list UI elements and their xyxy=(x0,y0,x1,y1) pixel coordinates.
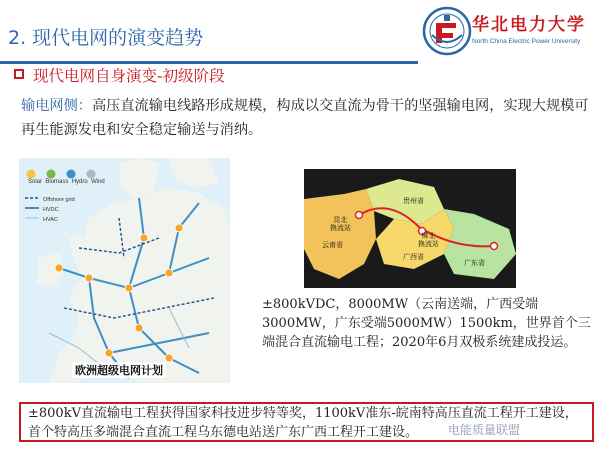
europe-supergrid-map xyxy=(19,158,230,383)
guangdong-label: 广东省 xyxy=(464,259,485,267)
legend-item: HVAC xyxy=(43,217,58,223)
intro-paragraph xyxy=(21,94,591,142)
guizhou-label: 贵州省 xyxy=(403,197,424,205)
university-logo-icon xyxy=(422,5,472,57)
project-description: ±800kVDC，8000MW（云南送端，广西受端3000MW，广东受端5000MW）1500km，世界首个三端混合直流输电工程；2020年6月双极系统建成投运。 xyxy=(262,297,591,350)
kunming-station-label: 昆北 换流站 xyxy=(330,216,351,232)
legend-item: Offshore grid xyxy=(43,197,75,203)
icon-label: Hydro xyxy=(71,179,88,185)
icon-label: Solar xyxy=(28,179,43,185)
yunnan-label: 云南省 xyxy=(322,241,343,249)
europe-map-caption: 欧洲超级电网计划 xyxy=(72,362,166,378)
intro-lead: 输电网侧： xyxy=(21,98,92,114)
square-bullet-icon xyxy=(14,69,24,79)
guangxi-label: 广西省 xyxy=(403,253,424,261)
icon-label: Biomass xyxy=(45,179,69,185)
intro-text: 高压直流输电线路形成规模，构成以交直流为骨干的坚强输电网，实现大规模可再生能源发电和安全稳定输送与消纳。 xyxy=(21,98,589,138)
university-name-en: North China Electric Power University xyxy=(472,38,581,45)
europe-map-icon-labels xyxy=(28,179,105,185)
section-heading: 现代电网自身演变-初级阶段 xyxy=(33,67,225,85)
page-title: 2. 现代电网的演变趋势 xyxy=(8,27,204,49)
europe-map-legend xyxy=(43,195,75,225)
university-name-cn: 华北电力大学 xyxy=(472,15,586,35)
liubei-station-label: 柳北 换流站 xyxy=(418,232,439,248)
watermark: 电能质量联盟 xyxy=(448,423,521,437)
bottom-note: ±800kV直流输电工程获得国家科技进步特等奖，1100kV准东-皖南特高压直流工程开工建设，首个特高压多端混合直流工程乌东德电站送广东广西工程开工建设。 xyxy=(28,406,578,440)
legend-item: HVDC xyxy=(43,207,59,213)
icon-label: Wind xyxy=(91,179,105,185)
